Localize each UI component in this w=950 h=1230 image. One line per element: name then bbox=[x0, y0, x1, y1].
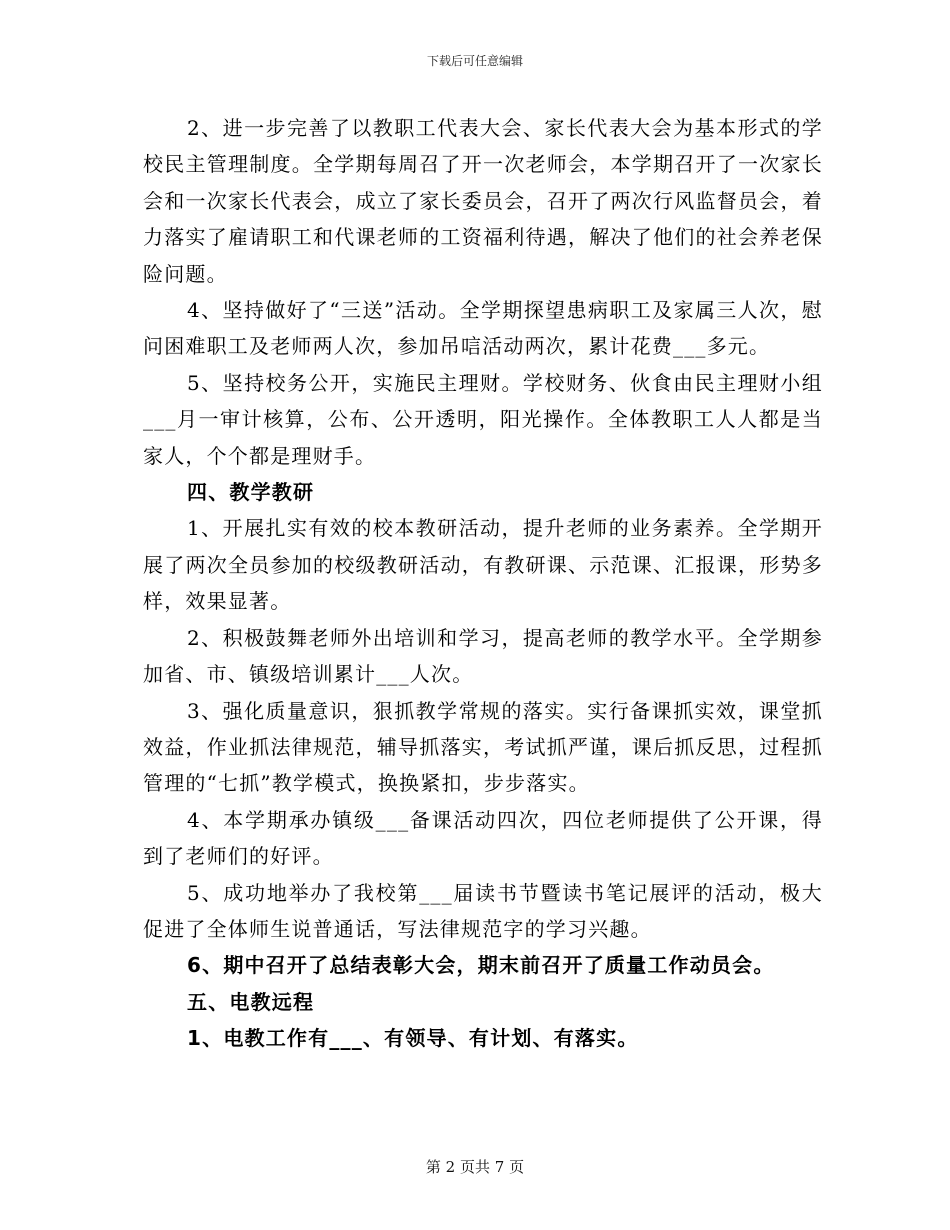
paragraph-school-research: 1、开展扎实有效的校本教研活动，提升老师的业务素养。全学期开展了两次全员参加的校级教研活动，有教研课、示范课、汇报课，形势多样，效果显著。 bbox=[143, 516, 823, 614]
paragraph-democratic-management: 2、进一步完善了以教职工代表大会、家长代表大会为基本形式的学校民主管理制度。全学期每周召了开一次老师会，本学期召开了一次家长会和一次家长代表会，成立了家长委员会，召开了两次行风监督员会，着力落实了雇请职工和代课老师的工资福利待遇，解决了他们的社会养老保险问题。 bbox=[143, 116, 823, 286]
paragraph-meetings-bold: 6、期中召开了总结表彰大会，期末前召开了质量工作动员会。 bbox=[187, 953, 775, 978]
section-heading-e-learning: 五、电教远程 bbox=[187, 989, 315, 1014]
paragraph-three-sends: 4、坚持做好了“三送”活动。全学期探望患病职工及家属三人次，慰问困难职工及老师两人次，参加吊唁活动两次，累计花费___多元。 bbox=[143, 298, 823, 359]
paragraph-quality-awareness: 3、强化质量意识，狠抓教学常规的落实。实行备课抓实效，课堂抓效益，作业抓法律规范，辅导抓落实，考试抓严谨，课后抓反思，过程抓管理的“七抓”教学模式，换换紧扣，步步落实。 bbox=[143, 698, 823, 796]
page-number-footer: 第 2 页共 7 页 bbox=[425, 1158, 525, 1176]
document-body bbox=[143, 110, 823, 1057]
paragraph-e-learning-work: 1、电教工作有___、有领导、有计划、有落实。 bbox=[187, 1026, 639, 1051]
paragraph-school-affairs-open: 5、坚持校务公开，实施民主理财。学校财务、伙食由民主理财小组___月一审计核算，公布、公开透明，阳光操作。全体教职工人人都是当家人，个个都是理财手。 bbox=[143, 370, 823, 468]
paragraph-teacher-training: 2、积极鼓舞老师外出培训和学习，提高老师的教学水平。全学期参加省、市、镇级培训累计___人次。 bbox=[143, 625, 823, 687]
page-header-note: 下载后可任意编辑 bbox=[426, 54, 523, 68]
paragraph-reading-festival: 5、成功地举办了我校第___届读书节暨读书笔记展评的活动，极大促进了全体师生说普通话，写法律规范字的学习兴趣。 bbox=[143, 880, 823, 941]
paragraph-town-lesson-prep: 4、本学期承办镇级___备课活动四次，四位老师提供了公开课，得到了老师们的好评。 bbox=[143, 807, 823, 869]
section-heading-teaching-research: 四、教学教研 bbox=[187, 480, 315, 505]
